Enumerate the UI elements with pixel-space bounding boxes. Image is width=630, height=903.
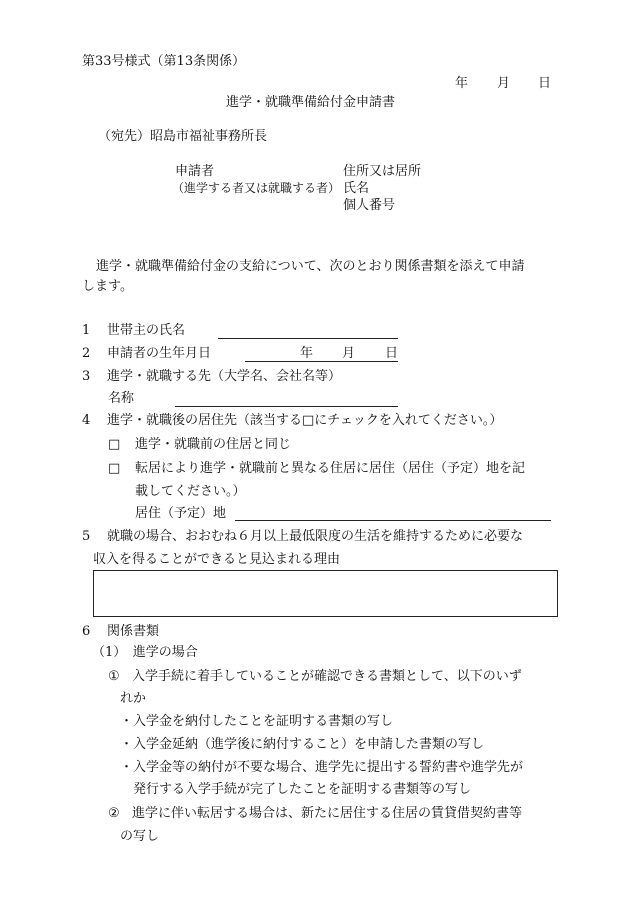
item-4-label: 進学・就職後の居住先（該当する□にチェックを入れてください。） bbox=[107, 413, 503, 428]
residence-label: 居住（予定）地 bbox=[135, 506, 227, 521]
clause-1-line-2: れか bbox=[120, 691, 147, 706]
option-new-residence-label-line-2: 載してください。） bbox=[135, 484, 246, 499]
item-5-line-1: 就職の場合、おおむね６月以上最低限度の生活を維持するために必要な bbox=[107, 529, 524, 544]
clause-2-line-1: 進学に伴い転居する場合は、新たに居住する住居の賃貸借契約書等 bbox=[132, 806, 523, 821]
household-head-name-line bbox=[218, 338, 398, 339]
clause-1-line-1: 入学手続に着手していることが確認できる書類として、以下のいず bbox=[132, 669, 522, 684]
item-6-number: 6 bbox=[82, 624, 91, 639]
bullet-2: ・入学金延納（進学後に納付すること）を申請した書類の写し bbox=[120, 737, 485, 752]
institution-name-line bbox=[175, 406, 398, 407]
option-new-residence-checkbox[interactable]: □ bbox=[108, 461, 121, 476]
date-month-label: 月 bbox=[497, 76, 511, 91]
reason-textbox[interactable] bbox=[93, 570, 558, 617]
date-day-label: 日 bbox=[538, 76, 552, 91]
birth-month-label: 月 bbox=[342, 346, 356, 361]
item-5-number: 5 bbox=[82, 529, 91, 544]
institution-name-label: 名称 bbox=[108, 391, 135, 406]
form-number: 第33号様式（第13条関係） bbox=[82, 54, 246, 69]
item-2-label: 申請者の生年月日 bbox=[107, 346, 212, 361]
bullet-3-line-2: 発行する入学手続が完了したことを証明する書類等の写し bbox=[133, 782, 472, 797]
residence-line bbox=[235, 520, 551, 521]
address-label: 住所又は居所 bbox=[343, 164, 422, 179]
id-number-label: 個人番号 bbox=[343, 198, 396, 213]
item-2-number: 2 bbox=[82, 346, 91, 361]
option-same-residence-checkbox[interactable]: □ bbox=[108, 437, 121, 452]
clause-2-line-2: の写し bbox=[120, 829, 160, 844]
option-new-residence-label-line-1: 転居により進学・就職前と異なる住居に居住（居住（予定）地を記 bbox=[135, 461, 526, 476]
birth-date-line bbox=[245, 361, 398, 362]
document-title: 進学・就職準備給付金申請書 bbox=[226, 95, 396, 110]
documents-title: 関係書類 bbox=[107, 624, 160, 639]
addressee: （宛先）昭島市福祉事務所長 bbox=[98, 129, 268, 144]
item-1-label: 世帯主の氏名 bbox=[107, 323, 186, 338]
bullet-3-line-1: ・入学金等の納付が不要な場合、進学先に提出する誓約書や進学先が bbox=[120, 760, 524, 775]
clause-2-mark: ② bbox=[108, 806, 120, 821]
item-4-number: 4 bbox=[82, 413, 91, 428]
intro-line-2: します。 bbox=[82, 279, 133, 294]
clause-1-mark: ① bbox=[108, 669, 120, 684]
item-1-number: 1 bbox=[82, 323, 91, 338]
birth-day-label: 日 bbox=[385, 346, 399, 361]
item-3-number: 3 bbox=[82, 369, 91, 384]
applicant-label: 申請者 bbox=[175, 164, 215, 179]
intro-line-1: 進学・就職準備給付金の支給について、次のとおり関係書類を添えて申請 bbox=[96, 259, 525, 274]
applicant-note: （進学する者又は就職する者） bbox=[172, 181, 341, 195]
birth-year-label: 年 bbox=[300, 346, 314, 361]
item-3-label: 進学・就職する先（大学名、会社名等） bbox=[107, 369, 342, 384]
date-year-label: 年 bbox=[455, 76, 469, 91]
item-5-line-2: 収入を得ることができると見込まれる理由 bbox=[93, 552, 341, 567]
option-same-residence-label: 進学・就職前の住居と同じ bbox=[135, 437, 292, 452]
documents-subsection-1: （1） 進学の場合 bbox=[92, 645, 198, 660]
bullet-1: ・入学金を納付したことを証明する書類の写し bbox=[120, 714, 394, 729]
name-label: 氏名 bbox=[343, 181, 370, 196]
